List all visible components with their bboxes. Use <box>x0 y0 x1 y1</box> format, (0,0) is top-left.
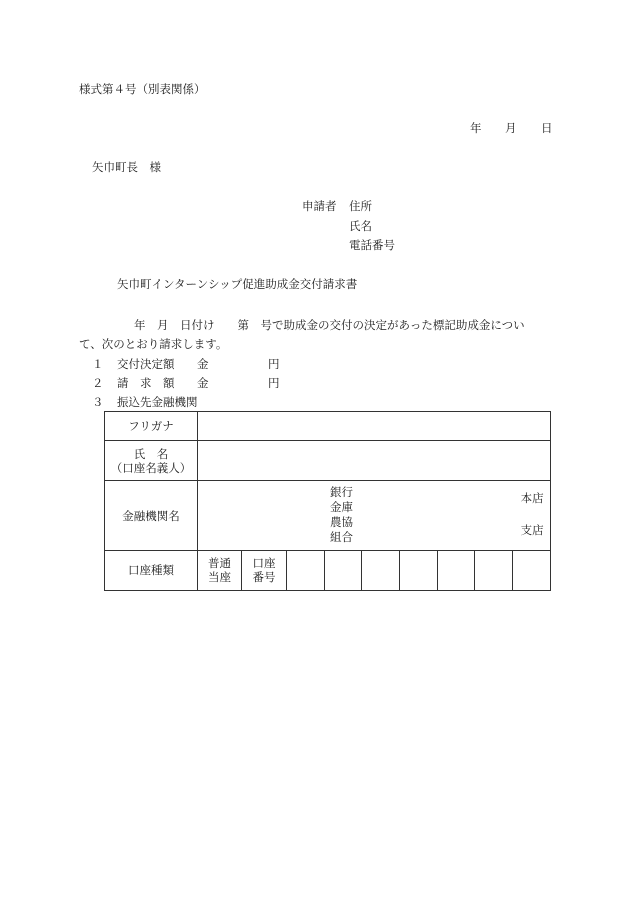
item-label: 請 求 額 <box>117 376 175 390</box>
account-digit-cell[interactable] <box>400 550 438 590</box>
furigana-field[interactable] <box>198 412 551 441</box>
acct-label-line1: 口座 <box>252 556 276 571</box>
kind-ja: 農協 <box>330 515 353 530</box>
institution-label: 金融機関名 <box>105 481 198 550</box>
body-line-2: て、次のとおり請求します。 <box>79 337 228 351</box>
type-current: 当座 <box>208 570 231 585</box>
account-digit-cell[interactable] <box>437 550 475 590</box>
item-label: 交付決定額 <box>117 357 175 371</box>
item-yen-suffix: 円 <box>268 357 280 371</box>
item-number: ２ <box>92 376 104 390</box>
applicant-label: 申請者 <box>302 199 337 213</box>
account-digit-cell[interactable] <box>324 550 362 590</box>
branch-sub: 支店 <box>520 523 544 538</box>
item-number: １ <box>92 357 104 371</box>
account-digit-cell[interactable] <box>362 550 400 590</box>
kind-union: 組合 <box>330 530 353 545</box>
account-digit-cell[interactable] <box>475 550 513 590</box>
item-label: 振込先金融機関 <box>117 395 198 409</box>
acct-label-line2: 番号 <box>252 570 276 585</box>
date-month: 月 <box>505 121 517 135</box>
type-ordinary: 普通 <box>208 556 231 571</box>
institution-field[interactable] <box>198 481 551 550</box>
institution-kinds <box>330 485 353 545</box>
applicant-phone: 電話番号 <box>349 238 395 252</box>
applicant-address: 住所 <box>349 199 372 213</box>
holder-label-line2: （口座名義人） <box>110 460 192 475</box>
account-digit-cell[interactable] <box>513 550 551 590</box>
holder-label-line1: 氏 名 <box>133 446 169 461</box>
date-year: 年 <box>470 121 482 135</box>
form-number: 様式第４号（別表関係） <box>79 82 206 96</box>
account-holder-label <box>105 441 198 481</box>
account-digit-cell[interactable] <box>287 550 325 590</box>
account-type-options[interactable] <box>198 550 242 590</box>
account-holder-field[interactable] <box>198 441 551 481</box>
bank-account-table <box>104 411 551 591</box>
date-day: 日 <box>541 121 553 135</box>
account-number-label <box>242 550 287 590</box>
item-yen-suffix: 円 <box>268 376 280 390</box>
kind-shinkin: 金庫 <box>330 500 353 515</box>
applicant-name: 氏名 <box>349 219 372 233</box>
branch-main: 本店 <box>520 491 544 506</box>
item-number: ３ <box>92 395 104 409</box>
furigana-label: フリガナ <box>105 412 198 441</box>
account-type-label: 口座種類 <box>105 550 198 590</box>
item-yen-prefix: 金 <box>197 376 209 390</box>
addressee: 矢巾町長 様 <box>92 160 161 174</box>
body-line-1: 年 月 日付け 第 号で助成金の交付の決定があった標記助成金につい <box>134 318 525 332</box>
document-title: 矢巾町インターンシップ促進助成金交付請求書 <box>117 277 358 291</box>
kind-bank: 銀行 <box>330 485 353 500</box>
item-yen-prefix: 金 <box>197 357 209 371</box>
